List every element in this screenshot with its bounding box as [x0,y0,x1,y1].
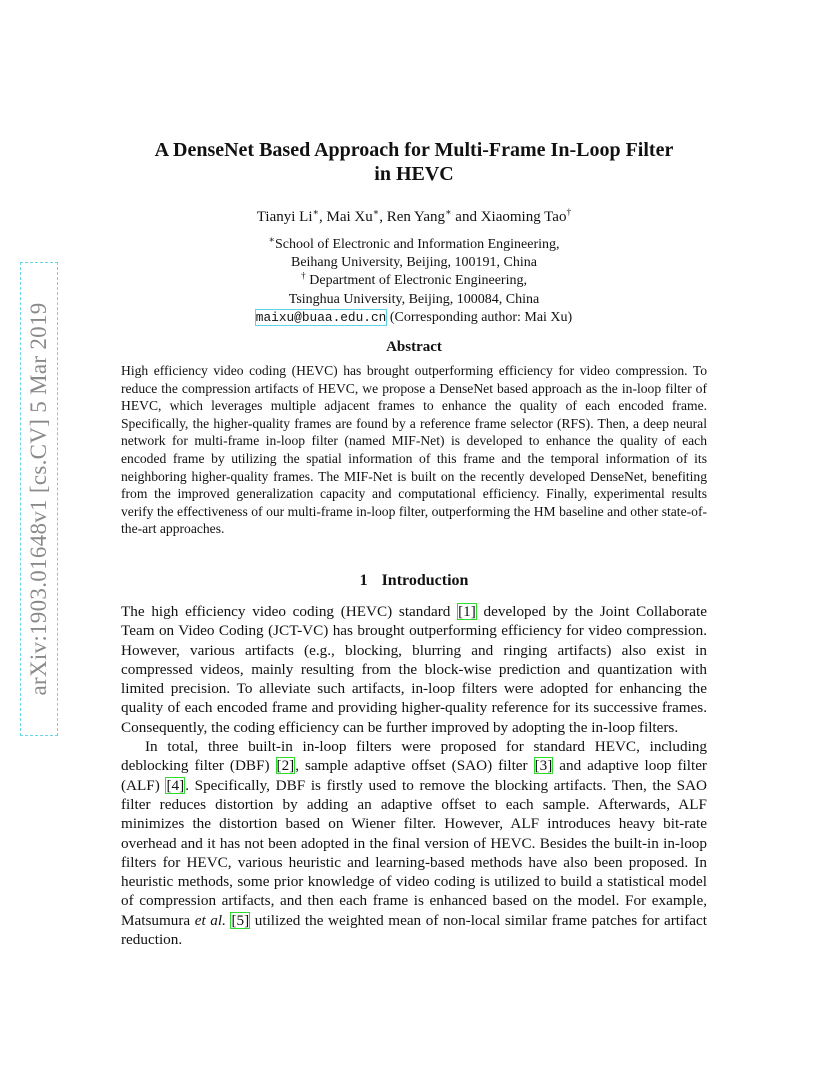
paragraph-text: and adaptive loop filter (ALF) [121,757,707,794]
paragraph-text: , sample adaptive offset (SAO) filter [295,757,534,775]
citation-link[interactable]: [4] [166,776,185,794]
author-separator: , [379,209,387,225]
author-name: Xiaoming Tao [480,209,567,225]
paragraph-text: . Specifically, DBF is firstly used to remove the blocking artifacts. Then, the SAO filter reduces distortion by adding an adaptive offset to each sample. Afterwards, ALF minimizes the distortion based on Wiener filter. However, ALF introduces heavy bit-rate overhead and it has not been adopted in the final version of HEVC. Besides the built-in in-loop filters for HEVC, various heuristic and learning-based methods have also been proposed. In heuristic methods, some prior knowledge of video coding is utilized to build a statistical model of compression artifacts, and then each frame is enhanced based on the model. For example, Matsumura [121,776,708,929]
paper-title [100,138,728,186]
et-al-text: et al. [194,911,226,929]
affiliation-line: Tsinghua University, Beijing, 100084, China [288,291,540,307]
paragraph-text: developed by the Joint Collaborate Team on Video Coding (JCT-VC) has brought outperforming efficiency for video compression. However, various artifacts (e.g., blocking, blurring and ringing artifacts) also exist in compressed videos, mainly resulting from the block-wise prediction and quantization with limited precision. To alleviate such artifacts, in-loop filters were adopted for enhancing the quality of each encoded frame and providing higher-quality reference for its successive frames. Consequently, the coding efficiency can be further improved by adopting the in-loop filters. [121,603,707,736]
arxiv-side-stamp[interactable] [20,262,60,736]
author-name: Ren Yang [386,209,446,225]
email-link[interactable]: maixu@buaa.edu.cn [255,309,387,325]
author-list [100,207,728,227]
author-separator: , [318,209,327,225]
affiliation-mark: ∗ [445,208,452,218]
title-line-1: A DenseNet Based Approach for Multi-Frame In-Loop Filter [154,139,674,161]
affiliation-block [100,236,728,327]
author-conjunction: and [451,209,481,225]
affiliation-mark: ∗ [372,208,380,218]
section-title: Introduction [381,572,469,589]
affiliation-mark: ∗ [312,208,319,218]
paragraph [121,737,707,949]
abstract-heading: Abstract [386,339,442,355]
affiliation-mark: † [566,208,572,218]
citation-link[interactable]: [3] [534,757,553,775]
affiliation-text: School of Electronic and Information Engineering, [274,237,560,252]
section-body [121,602,707,949]
paragraph-text: utilized the weighted mean of non-local similar frame patches for artifact reduction. [121,911,707,949]
contact-line [100,309,728,327]
citation-link[interactable]: [5] [231,911,250,929]
paragraph-text: In total, three built-in in-loop filters were proposed for standard HEVC, including deblocking filter (DBF) [121,738,707,775]
citation-link[interactable]: [1] [458,603,476,620]
affiliation-mark: † [301,271,306,282]
author-name: Mai Xu [326,209,373,225]
arxiv-identifier[interactable]: arXiv:1903.01648v1 [cs.CV] 5 Mar 2019 [26,302,51,696]
corresponding-author-note: (Corresponding author: Mai Xu) [386,309,573,325]
paragraph [121,602,707,737]
section-heading [121,571,707,591]
affiliation-line [100,272,728,290]
paragraph-text: The high efficiency video coding (HEVC) standard [121,603,458,620]
citation-link[interactable]: [2] [276,757,295,775]
author-name: Tianyi Li [256,209,313,225]
affiliation-mark: ∗ [268,235,275,246]
affiliation-line: Beihang University, Beijing, 100191, China [290,255,537,271]
title-line-2: in HEVC [374,163,454,185]
section-number: 1 [359,572,368,589]
abstract-text: High efficiency video coding (HEVC) has brought outperforming efficiency for video compression. To reduce the compression artifacts of HEVC, we propose a DenseNet based approach as the in-loop filter of HEVC, which leverages multiple adjacent frames to enhance the quality of each encoded frame. Specifically, the higher-quality frames are found by a reference frame selector (RFS). Then, a deep neural network for multi-frame in-loop filter (named MIF-Net) is developed to enhance the quality of each encoded frame by utilizing the spatial information of this frame and the temporal information of its neighboring higher-quality frames. The MIF-Net is built on the recently developed DenseNet, benefiting from the improved generalization capacity and computational efficiency. Finally, experimental results verify the effectiveness of our multi-frame in-loop filter, outperforming the HM baseline and other state-of-the-art approaches. [121,363,707,537]
affiliation-text: Department of Electronic Engineering, [305,273,527,289]
affiliation-line [100,236,728,254]
